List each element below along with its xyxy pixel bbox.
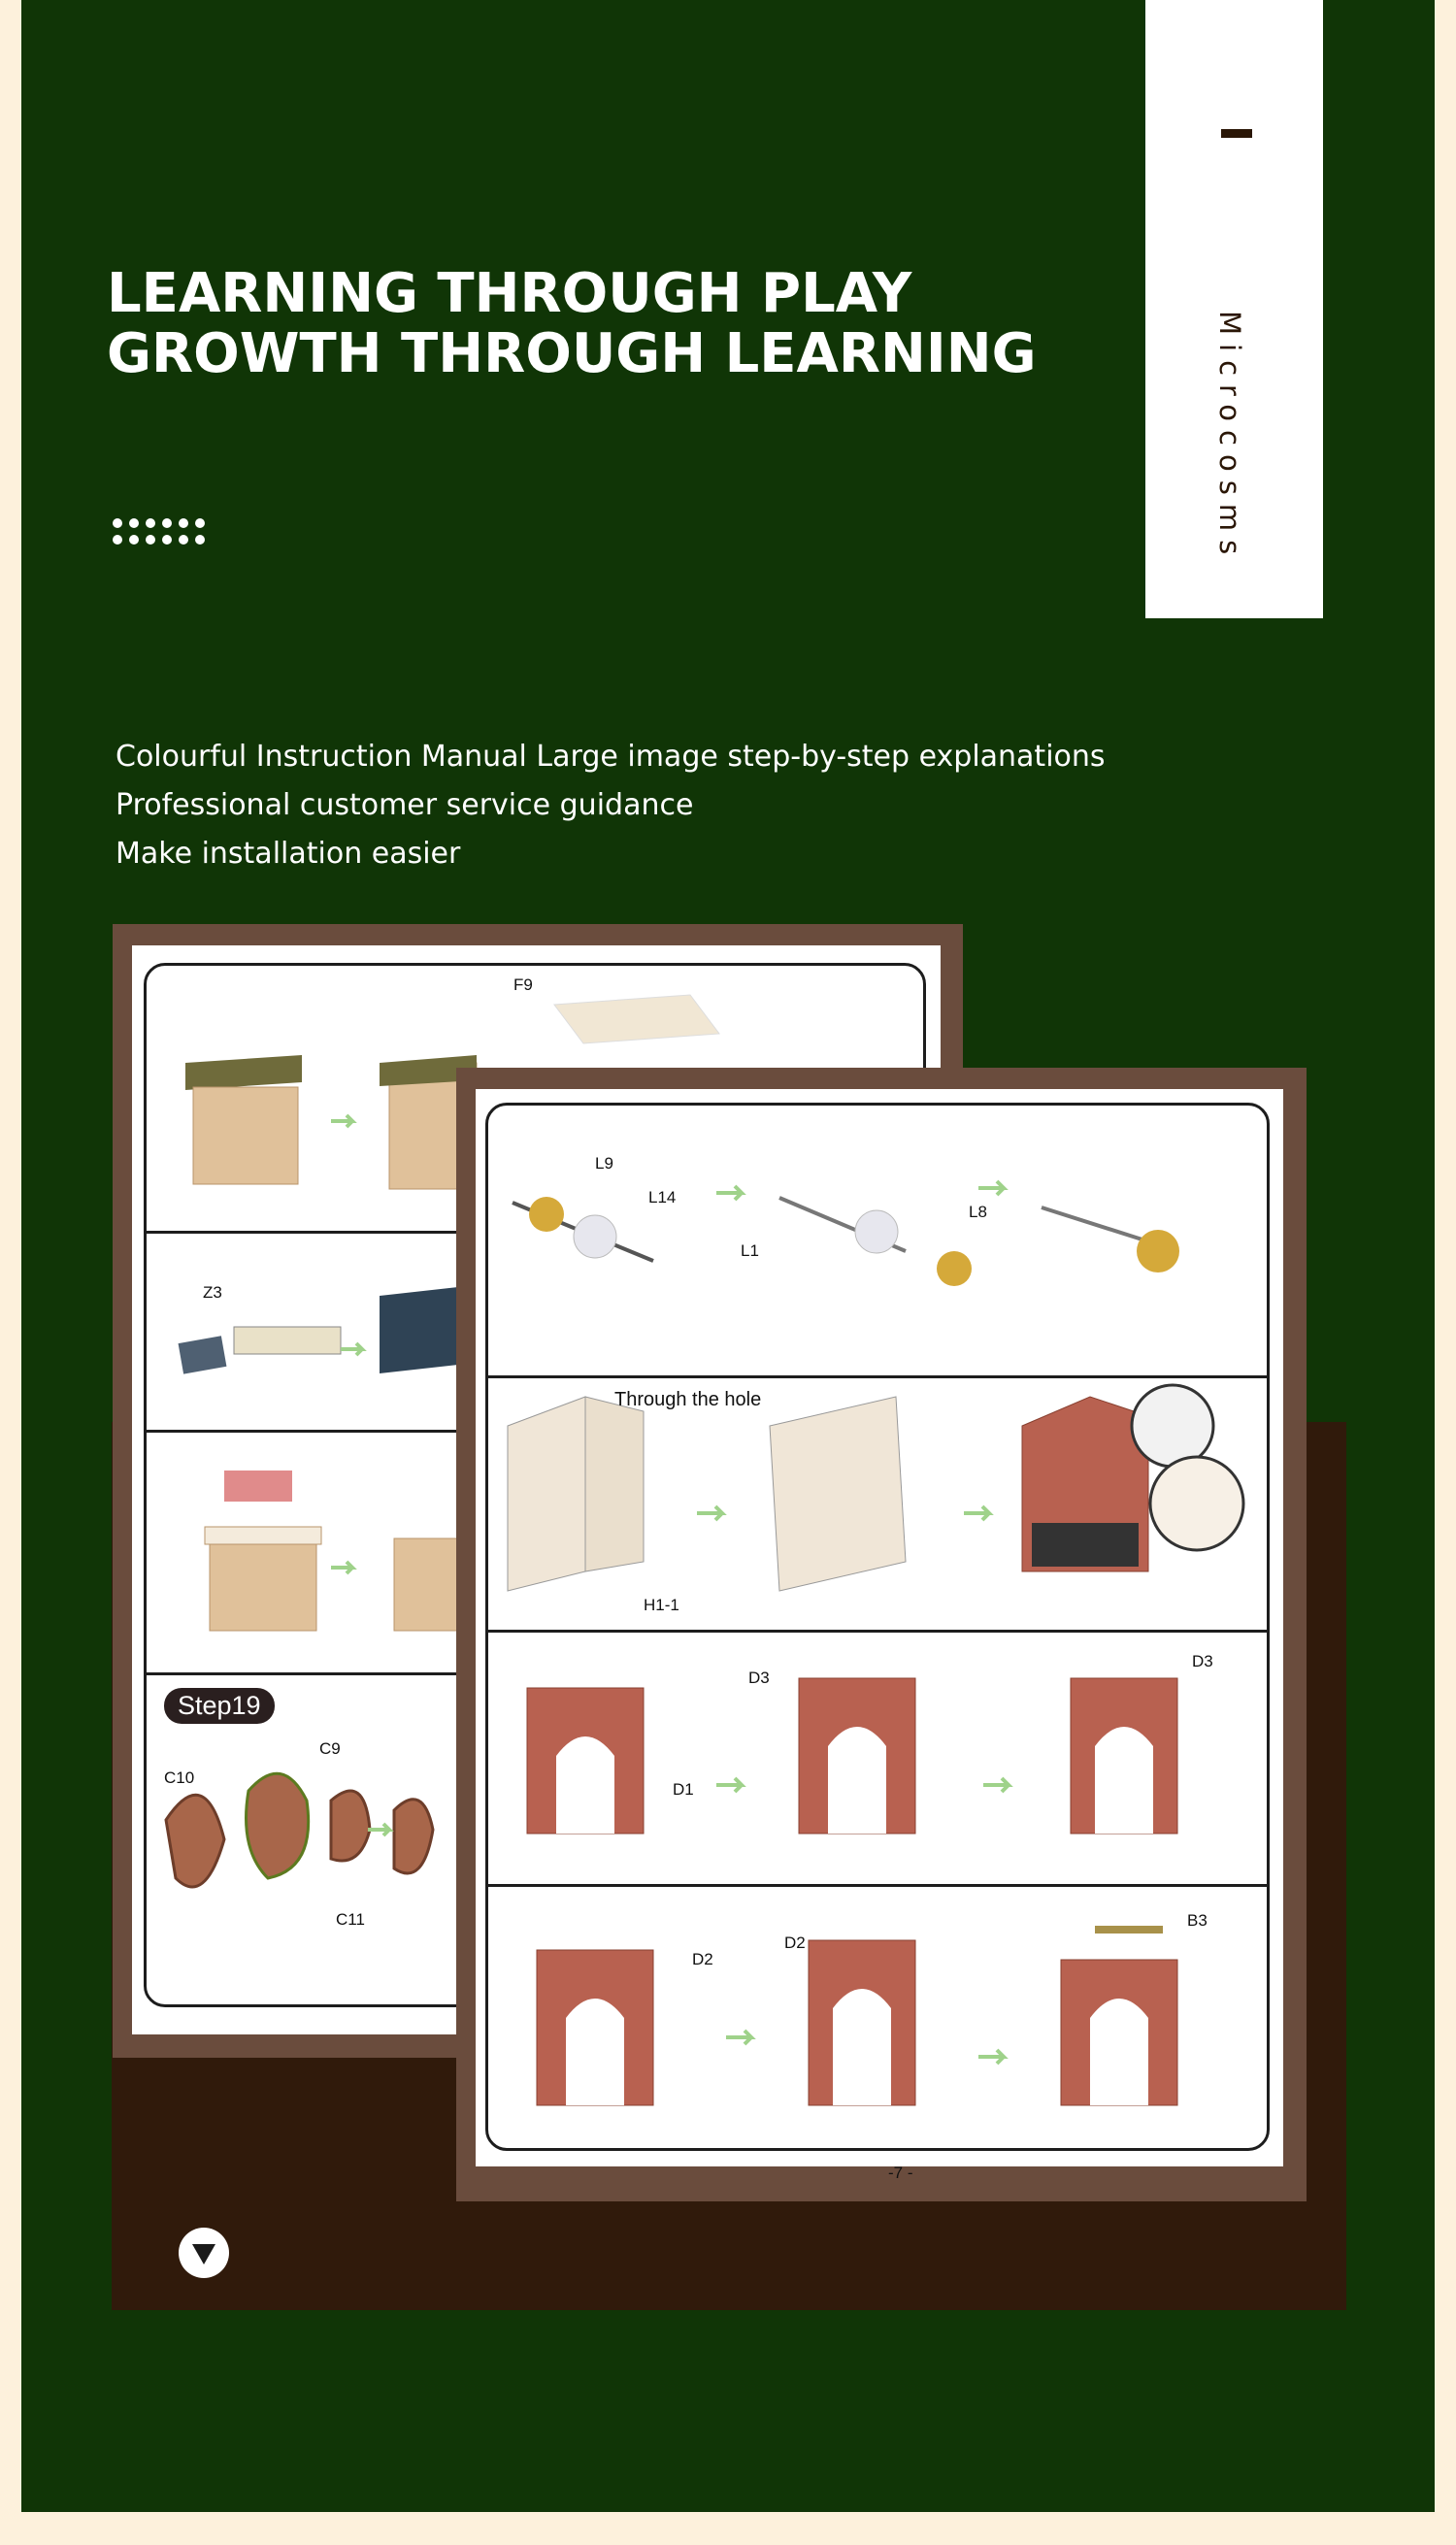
part-label-b3: B3	[1187, 1911, 1208, 1930]
feature-item: Make installation easier	[116, 837, 461, 871]
feature-item: Colourful Instruction Manual Large image step-by-step explanations	[116, 740, 1106, 774]
brand-name: Microcosms	[1213, 311, 1246, 564]
instruction-caption: Through the hole	[614, 1389, 762, 1410]
part-label-l9: L9	[595, 1154, 613, 1173]
chevron-down-circle-icon[interactable]	[179, 2228, 229, 2278]
step-badge: Step19	[164, 1688, 275, 1724]
manual-page-front	[476, 1089, 1283, 2182]
feature-item: Professional customer service guidance	[116, 788, 694, 822]
tab-bar-mark	[1221, 129, 1252, 138]
manual-sheet-front	[456, 1068, 1307, 2201]
feature-list	[116, 733, 1106, 878]
part-label-c10: C10	[164, 1768, 195, 1787]
headline-line-2: GROWTH THROUGH LEARNING	[107, 322, 1037, 385]
part-label-f9: F9	[513, 975, 533, 994]
part-label-d2: D2	[784, 1934, 806, 1952]
part-label-l1: L1	[741, 1241, 759, 1260]
headline-line-1: LEARNING THROUGH PLAY	[107, 262, 912, 325]
part-label-l14: L14	[648, 1188, 677, 1206]
headline	[107, 264, 1037, 384]
part-label-d1: D1	[673, 1780, 694, 1799]
side-tab	[1145, 0, 1323, 618]
part-label-d3: D3	[1192, 1652, 1213, 1670]
part-label-z3: Z3	[203, 1283, 222, 1302]
part-label-d2: D2	[692, 1950, 713, 1968]
part-label-h1-1: H1-1	[644, 1596, 679, 1614]
part-label-l8: L8	[969, 1203, 987, 1221]
part-label-d3: D3	[748, 1669, 770, 1687]
manual-frame-front	[485, 1103, 1270, 2182]
manual-illustrations-front	[488, 1106, 1267, 2148]
part-label-c9: C9	[319, 1739, 341, 1758]
page-number: -7 -	[888, 2164, 913, 2182]
dot-grid-icon	[113, 518, 212, 547]
part-label-c11: C11	[336, 1910, 365, 1929]
